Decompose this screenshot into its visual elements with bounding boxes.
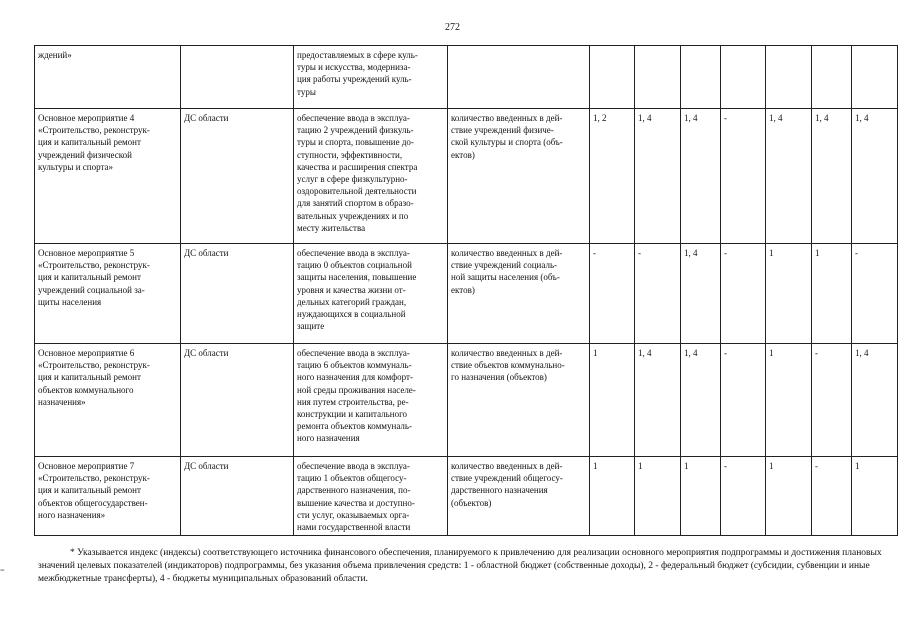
activities-table <box>34 45 898 536</box>
source-index-cell: 1 <box>766 457 812 536</box>
source-index-cell: 1, 2 <box>590 109 635 244</box>
source-index-cell <box>681 46 721 109</box>
activity-name-cell: Основное мероприятие 6 «Строительство, реконструк- ция и капитальный ремонт объектов коммунального назначения» <box>35 344 181 457</box>
table-row <box>35 457 898 536</box>
source-index-cell: - <box>852 244 898 344</box>
executor-cell: ДС области <box>181 457 294 536</box>
expected-result-cell: предоставляемых в сфере куль- туры и искусства, модерниза- ция работы учреждений куль- туры <box>294 46 448 109</box>
source-index-cell: 1, 4 <box>635 109 681 244</box>
source-index-cell <box>852 46 898 109</box>
source-index-cell: 1, 4 <box>681 109 721 244</box>
source-index-cell <box>590 46 635 109</box>
indicator-cell: количество введенных в дей- ствие объектов коммунально- го назначения (объектов) <box>448 344 590 457</box>
source-index-cell: 1 <box>635 457 681 536</box>
indicator-cell: количество введенных в дей- ствие учреждений физиче- ской культуры и спорта (объ- ектов) <box>448 109 590 244</box>
source-index-cell <box>635 46 681 109</box>
source-index-cell <box>721 46 766 109</box>
source-index-cell: 1 <box>812 244 852 344</box>
source-index-cell: - <box>812 344 852 457</box>
table-row <box>35 344 898 457</box>
source-index-cell: - <box>721 244 766 344</box>
table-row <box>35 46 898 109</box>
source-index-cell: 1, 4 <box>681 344 721 457</box>
source-index-cell: 1 <box>681 457 721 536</box>
source-index-cell <box>812 46 852 109</box>
indicator-cell <box>448 46 590 109</box>
source-index-cell: 1, 4 <box>852 109 898 244</box>
footnote <box>38 547 900 586</box>
activity-name-cell: ждений» <box>35 46 181 109</box>
activity-name-cell: Основное мероприятие 4 «Строительство, реконструк- ция и капитальный ремонт учреждений физической культуры и спорта» <box>35 109 181 244</box>
table-row <box>35 109 898 244</box>
source-index-cell: - <box>590 244 635 344</box>
source-index-cell: 1 <box>590 457 635 536</box>
source-index-cell: 1, 4 <box>766 109 812 244</box>
page-number: 272 <box>445 22 460 33</box>
source-index-cell: 1 <box>766 244 812 344</box>
margin-mark: = <box>0 566 5 575</box>
expected-result-cell: обеспечение ввода в эксплуа- тацию 0 объектов социальной защиты населения, повышение уровня и качества жизни от- дельных категорий граждан, нуждающихся в социальной защите <box>294 244 448 344</box>
source-index-cell: 1, 4 <box>812 109 852 244</box>
executor-cell: ДС области <box>181 109 294 244</box>
source-index-cell: - <box>812 457 852 536</box>
activity-name-cell: Основное мероприятие 7 «Строительство, реконструк- ция и капитальный ремонт объектов общегосударствен- ного назначения» <box>35 457 181 536</box>
table-row <box>35 244 898 344</box>
executor-cell: ДС области <box>181 244 294 344</box>
source-index-cell: - <box>721 457 766 536</box>
executor-cell <box>181 46 294 109</box>
source-index-cell <box>766 46 812 109</box>
source-index-cell: - <box>721 109 766 244</box>
source-index-cell: 1, 4 <box>681 244 721 344</box>
footnote-text: * Указывается индекс (индексы) соответствующего источника финансового обеспечения, планируемого к привлечению для реализации основного мероприятия подпрограммы и достижения плановых значений целевых показателей (индикаторов) подпрограммы, без указания объема привлечения средств: 1 - областной бюджет (собственные доходы), 2 - федеральный бюджет (субсидии, субвенции и иные межбюджетные трансферты), 4 - бюджеты муниципальных образований области. <box>38 548 882 584</box>
source-index-cell: - <box>721 344 766 457</box>
indicator-cell: количество введенных в дей- ствие учреждений общегосу- дарственного назначения (объектов) <box>448 457 590 536</box>
source-index-cell: 1 <box>590 344 635 457</box>
expected-result-cell: обеспечение ввода в эксплуа- тацию 1 объектов общегосу- дарственного назначения, по- вышение качества и доступно- сти услуг, оказываемых орга- нами государственной власти <box>294 457 448 536</box>
source-index-cell: 1, 4 <box>635 344 681 457</box>
source-index-cell: - <box>635 244 681 344</box>
executor-cell: ДС области <box>181 344 294 457</box>
indicator-cell: количество введенных в дей- ствие учреждений социаль- ной защиты населения (объ- ектов) <box>448 244 590 344</box>
activity-name-cell: Основное мероприятие 5 «Строительство, реконструк- ция и капитальный ремонт учреждений социальной за- щиты населения <box>35 244 181 344</box>
source-index-cell: 1 <box>766 344 812 457</box>
expected-result-cell: обеспечение ввода в эксплуа- тацию 6 объектов коммуналь- ного назначения для комфорт- ной среды проживания населе- ния путем строительства, ре- конструкции и капитального ремонта объектов коммуналь- ного назначения <box>294 344 448 457</box>
source-index-cell: 1 <box>852 457 898 536</box>
source-index-cell: 1, 4 <box>852 344 898 457</box>
expected-result-cell: обеспечение ввода в эксплуа- тацию 2 учреждений физкуль- туры и спорта, повышение до- ступности, эффективности, качества и расширения спектра услуг в сфере физкультурно- оздоровительной деятельности для занятий спортом в образо- вательных учреждениях и по месту жительства <box>294 109 448 244</box>
